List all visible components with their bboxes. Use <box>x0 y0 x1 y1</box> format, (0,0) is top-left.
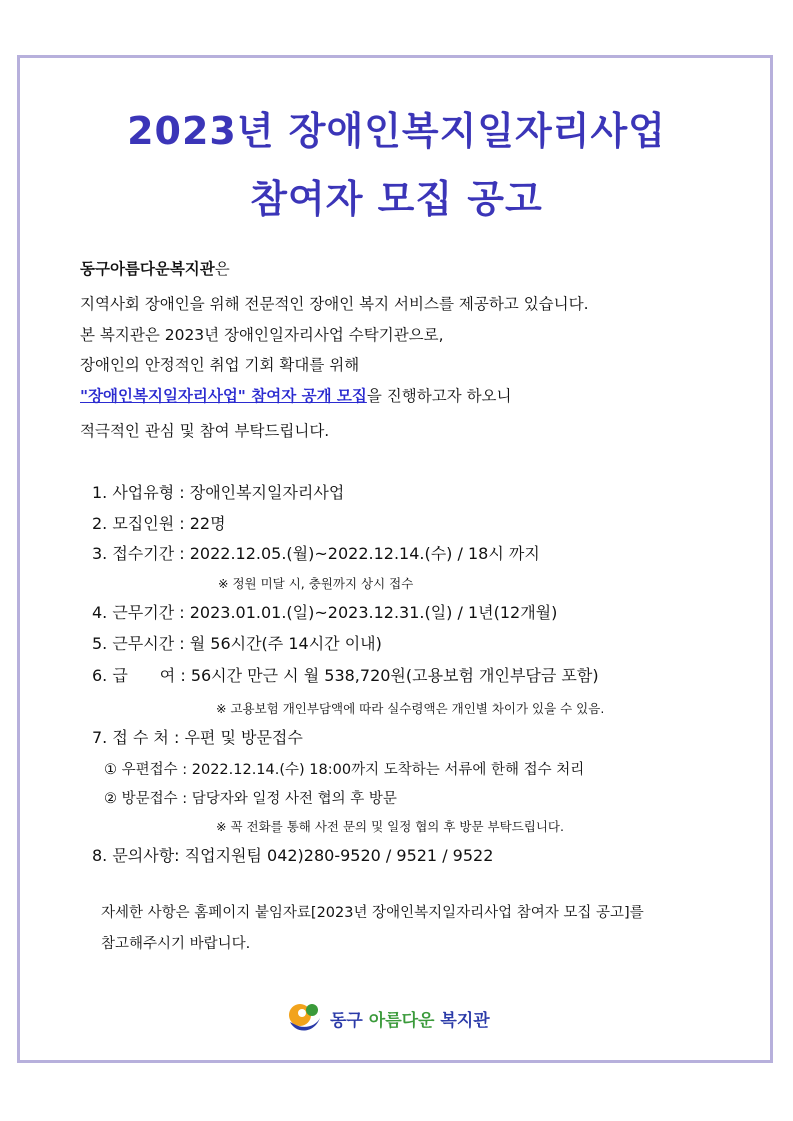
org-name: 동구아름다운복지관 <box>80 260 215 278</box>
sub-item-mail: ① 우편접수 : 2022.12.14.(수) 18:00까지 도착하는 서류에 한해 접수 처리 <box>104 762 585 778</box>
item-reception-place: 7. 접 수 처 : 우편 및 방문접수 <box>92 728 303 747</box>
closing-line-1: 자세한 사항은 홈페이지 붙임자료[2023년 장애인복지일자리사업 참여자 모집 공고]를 <box>101 905 644 921</box>
intro-line-1: 동구아름다운복지관은 <box>80 260 230 278</box>
org-logo <box>286 996 516 1040</box>
logo-text: 동구 아름다운 복지관 <box>330 1010 490 1031</box>
intro-line-2: 지역사회 장애인을 위해 전문적인 장애인 복지 서비스를 제공하고 있습니다. <box>80 295 589 313</box>
item-work-hours: 5. 근무시간 : 월 56시간(주 14시간 이내) <box>92 634 382 653</box>
item-business-type: 1. 사업유형 : 장애인복지일자리사업 <box>92 483 345 502</box>
item-recruitment-count: 2. 모집인원 : 22명 <box>92 514 226 533</box>
item-salary: 6. 급 여 : 56시간 만근 시 월 538,720원(고용보험 개인부담금 포함) <box>92 666 599 685</box>
item-reception-period: 3. 접수기간 : 2022.12.05.(월)~2022.12.14.(수) / 18시 까지 <box>92 544 540 563</box>
page-title: 2023년 장애인복지일자리사업 <box>127 109 666 153</box>
note-visit: ※ 꼭 전화를 통해 사전 문의 및 일정 협의 후 방문 부탁드립니다. <box>216 819 564 834</box>
item-inquiry: 8. 문의사항: 직업지원팀 042)280-9520 / 9521 / 9522 <box>92 846 494 865</box>
page-subtitle: 참여자 모집 공고 <box>250 177 543 221</box>
note-salary: ※ 고용보험 개인부담액에 따라 실수령액은 개인별 차이가 있을 수 있음. <box>216 701 605 716</box>
logo-emblem-icon <box>286 1000 324 1036</box>
note-reception: ※ 정원 미달 시, 충원까지 상시 접수 <box>218 576 414 591</box>
intro-line-5: "장애인복지일자리사업" 참여자 공개 모집을 진행하고자 하오니 <box>80 387 512 405</box>
item-work-period: 4. 근무기간 : 2023.01.01.(일)~2023.12.31.(일) / 1년(12개월) <box>92 603 558 622</box>
sub-item-visit: ② 방문접수 : 담당자와 일정 사전 협의 후 방문 <box>104 791 397 807</box>
intro-line-3: 본 복지관은 2023년 장애인일자리사업 수탁기관으로, <box>80 326 444 344</box>
intro-line-4: 장애인의 안정적인 취업 기회 확대를 위해 <box>80 356 360 374</box>
closing-line-2: 참고해주시기 바랍니다. <box>101 936 251 952</box>
intro-line-6: 적극적인 관심 및 참여 부탁드립니다. <box>80 422 330 440</box>
recruitment-highlight: "장애인복지일자리사업" 참여자 공개 모집 <box>80 387 367 405</box>
